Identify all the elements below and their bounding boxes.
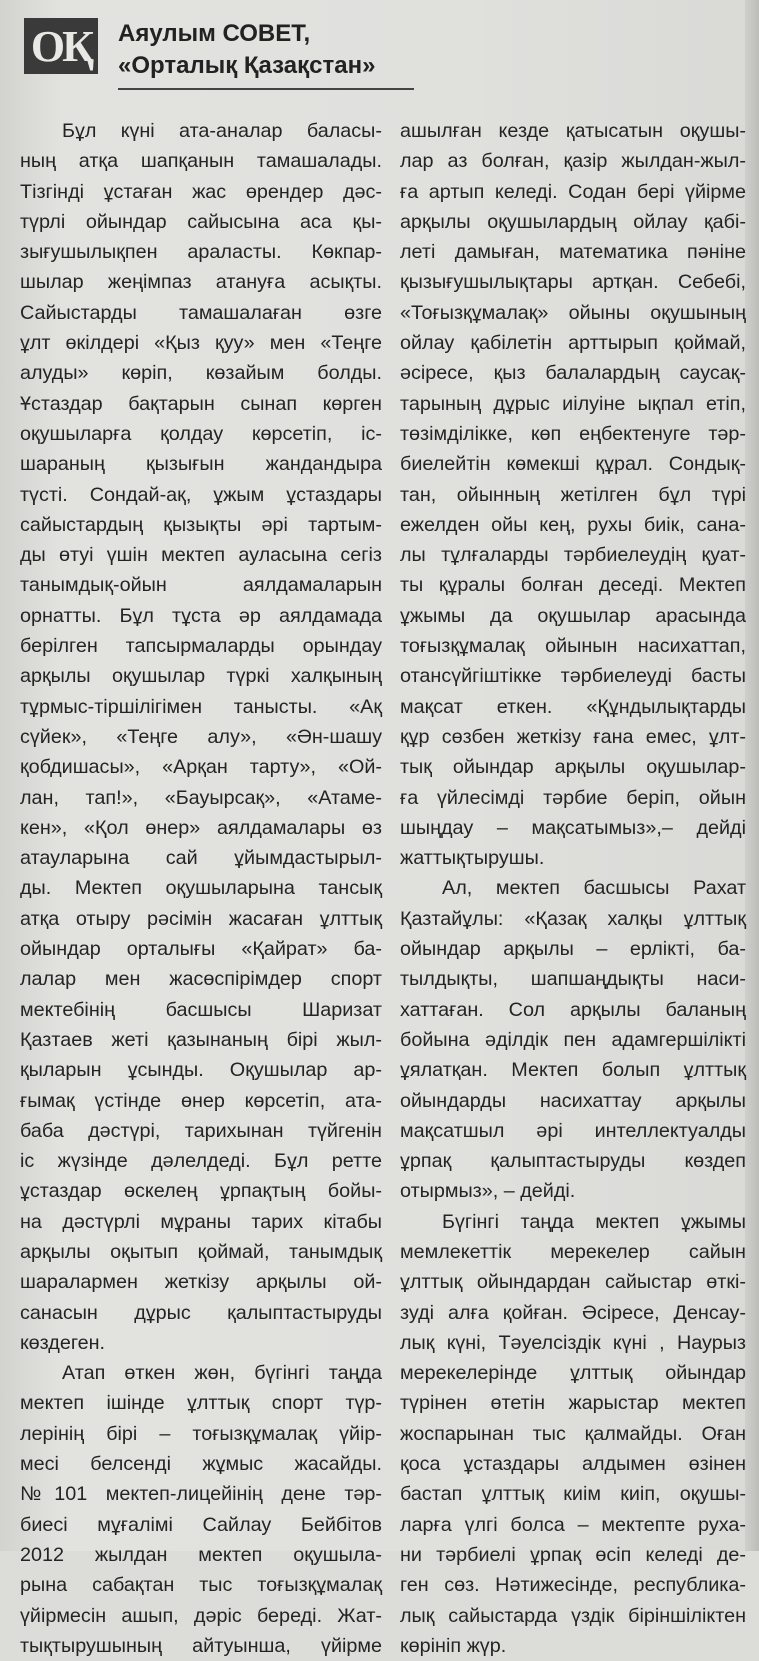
text-line: отырмыз», – дейді. — [400, 1180, 576, 1203]
text-line: ойындар орталығы «Қайрат» ба- — [20, 938, 382, 961]
text-line: ты құралы болған деседі. Мектеп — [400, 574, 746, 597]
text-line: төзімділікке, көп еңбектенуге тәр- — [400, 422, 746, 445]
text-line: ды өтуі үшін мектеп ауласына сегіз — [20, 544, 382, 567]
text-line: іс жүзінде дәлелдеді. Бұл ретте — [20, 1150, 382, 1173]
publication-name: «Орталық Қазақстан» — [118, 52, 376, 79]
text-line: орнатты. Бұл тұста әр аялдамада — [20, 604, 382, 627]
text-line: атауларына сай ұйымдастырыл- — [20, 847, 382, 870]
text-line: ойындарды насихаттау арқылы — [400, 1089, 746, 1112]
text-line: ұрпақ қалыптастыруды көздеп — [400, 1150, 746, 1173]
text-line: алуды» көріп, көзайым болды. — [20, 362, 382, 385]
text-line: ойлау қабілетін арттырып қоймай, — [400, 332, 746, 355]
text-line: Бүгінгі таңда мектеп ұжымы — [442, 1210, 746, 1233]
text-line: «Тоғызқұмалақ» ойыны оқушының — [400, 301, 746, 324]
text-line: тық ойындар арқылы оқушылар- — [400, 756, 746, 779]
text-line: зуді алға қойған. Әсіресе, Денсау- — [400, 1301, 746, 1324]
text-line: бойына әділдік пен адамгершілікті — [400, 1028, 746, 1051]
text-line: ұжымы да оқушылар арасында — [400, 604, 746, 627]
text-line: тарының дұрыс иілуіне ықпал етіп, — [400, 392, 746, 415]
text-line: лерінің бірі – тоғызқұмалақ үйір- — [20, 1422, 382, 1445]
text-line: сүйек», «Теңге алу», «Ән-шашу — [20, 725, 382, 748]
text-line: мектеп ішінде ұлттық спорт түр- — [20, 1392, 382, 1415]
text-line: атқа отыру рәсімін жасаған ұлттық — [20, 907, 382, 930]
text-line: санасын дұрыс қалыптастыруды — [20, 1301, 382, 1324]
text-line: арқылы оқытып қоймай, танымдық — [20, 1240, 382, 1263]
text-line: жаттықтырушы. — [400, 847, 545, 870]
text-line: қобдишасы», «Арқан тарту», «Ой- — [20, 756, 382, 779]
text-line: сайыстардың қызықты әрі тартым- — [20, 513, 382, 536]
text-line: баба дәстүрі, тарихынан түйгенін — [20, 1119, 382, 1142]
text-line: леті дамыған, математика пәніне — [400, 241, 746, 264]
text-line: ұялатқан. Мектеп болып ұлттық — [400, 1059, 746, 1082]
text-line: ды. Мектеп оқушыларына тансық — [20, 877, 382, 900]
text-line: шаралармен жеткізу арқылы ой- — [20, 1271, 382, 1294]
text-line: рына сабақтан тыс тоғызқұмалақ — [20, 1574, 382, 1597]
text-line: оқушыларға қолдау көрсетіп, іс- — [20, 422, 382, 445]
text-line: көздеген. — [20, 1331, 106, 1354]
text-line: арқылы оқушылардың ойлау қабі- — [400, 210, 746, 233]
text-line: мерекелерінде ұлттық ойындар — [400, 1362, 746, 1385]
text-line: биесі мұғалімі Сайлау Бейбітов — [20, 1513, 382, 1536]
author-byline — [118, 18, 375, 82]
article-column-right — [400, 116, 746, 1661]
text-line: лық күні, Тәуелсіздік күні , Наурыз — [400, 1331, 746, 1354]
text-line: бастап ұлттық киім киіп, оқушы- — [400, 1483, 746, 1506]
text-line: ұстаздар өскелең ұрпақтың бойы- — [20, 1180, 382, 1203]
text-line: лан, тап!», «Бауырсақ», «Атаме- — [20, 786, 382, 809]
text-line: ойындар арқылы – ерлікті, ба- — [400, 938, 746, 961]
text-line: ұлттық ойындардан сайыстар өткі- — [400, 1271, 746, 1294]
text-line: қоса ұстаздары алдымен өзінен — [400, 1453, 746, 1476]
text-line: Қазтаев жеті қазынаның бірі жыл- — [20, 1028, 382, 1051]
page-edge — [745, 0, 759, 1551]
text-line: №101 мектеп-лицейінің дене тәр- — [20, 1483, 382, 1506]
text-line: ға үйлесімді тәрбие беріп, ойын — [400, 786, 746, 809]
text-line: берілген тапсырмаларды орындау — [20, 635, 382, 658]
text-line: Ұстаздар бақтарын сынап көрген — [20, 392, 382, 415]
text-line: ның атқа шапқанын тамашалады. — [20, 150, 382, 173]
text-line: тұрмыс-тіршілігімен танысты. «Ақ — [20, 695, 382, 718]
text-line: қыларын ұсынды. Оқушылар ар- — [20, 1059, 382, 1082]
text-line: шараның қызығын жандандыра — [20, 453, 382, 476]
text-line: Бұл күні ата-аналар баласы- — [62, 120, 382, 142]
text-line: ашылған кезде қатысатын оқушы- — [400, 120, 746, 142]
text-line: месі белсенді жұмыс жасайды. — [20, 1453, 382, 1476]
text-line: көрініп жүр. — [400, 1634, 507, 1657]
article-header — [24, 14, 394, 86]
text-line: тоғызқұмалақ ойынын насихаттап, — [400, 635, 746, 658]
text-line: мақсат еткен. «Құндылықтарды — [400, 695, 746, 718]
text-line: танымдық-ойын аялдамаларын — [20, 574, 382, 597]
text-line: ға артып келеді. Содан бері үйірме — [400, 180, 746, 203]
text-line: лар аз болған, қазір жылдан-жыл- — [400, 150, 746, 173]
text-line: Тізгінді ұстаған жас өрендер дәс- — [20, 180, 382, 203]
text-line: Атап өткен жөн, бүгінгі таңда — [62, 1362, 382, 1385]
text-line: ғымақ үстінде өнер көрсетіп, ата- — [20, 1089, 382, 1112]
text-line: мақсатшыл әрі интеллектуалды — [400, 1119, 746, 1142]
text-line: тылдықты, шапшаңдықты наси- — [400, 968, 746, 991]
text-line: әсіресе, қыз балалардың саусақ- — [400, 362, 746, 385]
text-line: ген сөз. Нәтижесінде, республика- — [400, 1574, 746, 1597]
text-line: үйірмесін ашып, дәріс береді. Жат- — [20, 1604, 382, 1627]
text-line: хаттаған. Сол арқылы баланың — [400, 998, 746, 1021]
text-line: лы тұлғаларды тәрбиелеудің қуат- — [400, 544, 746, 567]
text-line: лық сайыстарда үздік біріншіліктен — [400, 1604, 746, 1627]
text-line: мектебінің басшысы Шаризат — [20, 998, 382, 1021]
text-line: арқылы оқушылар түркі халқының — [20, 665, 382, 688]
text-line: биелейтін көмекші құрал. Сондық- — [400, 453, 746, 476]
text-line: жоспарынан тыс қалмайды. Оған — [400, 1422, 746, 1445]
text-line: ұлт өкілдері «Қыз қуу» мен «Теңге — [20, 332, 382, 355]
text-line: мемлекеттік мерекелер сайын — [400, 1240, 746, 1263]
text-line: түрінен өтетін жарыстар мектеп — [400, 1392, 746, 1415]
text-line: лалар мен жасөспірімдер спорт — [20, 968, 382, 991]
text-line: на дәстүрлі мұраны тарих кітабы — [20, 1210, 382, 1233]
text-line: шыңдау – мақсатымыз»,– дейді — [400, 816, 746, 839]
publication-logo: ОҚ — [24, 18, 98, 74]
author-name: Аяулым СОВЕТ, — [118, 20, 311, 47]
header-rule — [118, 88, 414, 90]
text-line: тан, ойынның жетілген бұл түрі — [400, 483, 746, 506]
text-line: Сайыстарды тамашалаған өзге — [20, 301, 382, 324]
text-line: ежелден ойы кең, рухы биік, сана- — [400, 513, 746, 536]
text-line: Қазтайұлы: «Қазақ халқы ұлттық — [400, 907, 746, 930]
text-line: ни тәрбиелі ұрпақ өсіп келеді де- — [400, 1543, 746, 1566]
text-line: түрлі ойындар сайысына аса қы- — [20, 210, 382, 233]
text-line: Ал, мектеп басшысы Рахат — [442, 877, 746, 900]
text-line: ларға үлгі болса – мектепте руха- — [400, 1513, 746, 1536]
text-line: шылар жеңімпаз атануға асықты. — [20, 271, 382, 294]
text-line: тықтырушының айтуынша, үйірме — [20, 1634, 382, 1657]
text-line: қызығушылықтары артқан. Себебі, — [400, 271, 746, 294]
text-line: отансүйгіштікке тәрбиелеуді басты — [400, 665, 746, 688]
text-line: құр сөзбен жеткізу ғана емес, ұлт- — [400, 725, 746, 748]
article-column-left — [20, 116, 382, 1661]
text-line: түсті. Сондай-ақ, ұжым ұстаздары — [20, 483, 382, 506]
text-line: 2012 жылдан мектеп оқушыла- — [20, 1543, 382, 1566]
text-line: зығушылықпен араласты. Көкпар- — [20, 241, 382, 264]
text-line: кен», «Қол өнер» аялдамалары өз — [20, 816, 382, 839]
